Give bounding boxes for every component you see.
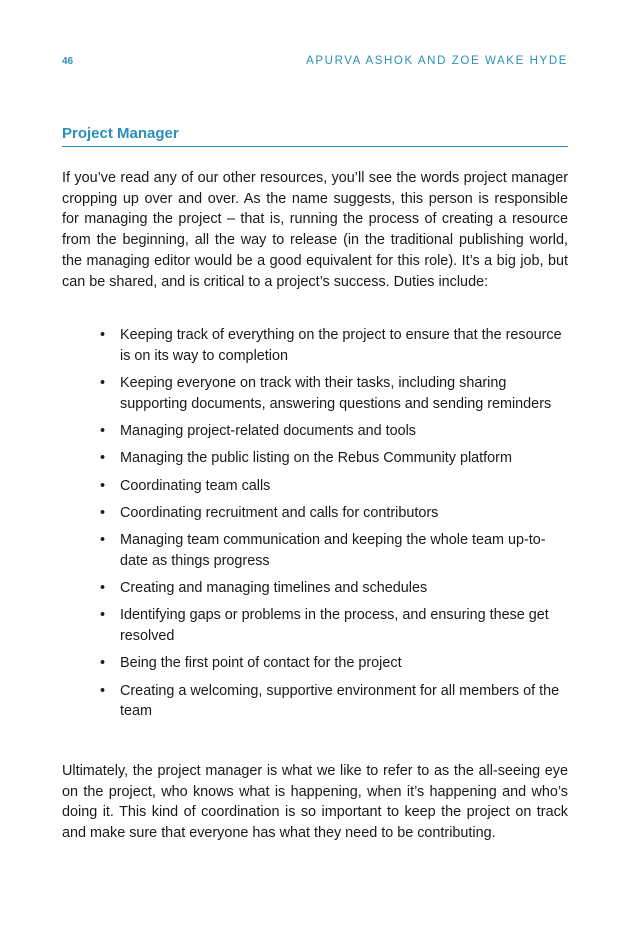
- bullet-icon: •: [100, 477, 106, 494]
- bullet-icon: •: [100, 532, 106, 549]
- running-head: APURVA ASHOK AND ZOE WAKE HYDE: [306, 55, 568, 67]
- duty-text: Managing the public listing on the Rebus Community platform: [120, 450, 512, 467]
- bullet-icon: •: [100, 504, 106, 521]
- page-number: 46: [62, 56, 74, 67]
- duty-item: [100, 373, 568, 414]
- duty-item: [100, 653, 568, 674]
- duty-text: Keeping everyone on track with their tasks, including sharing supporting documents, answering questions and sending reminders: [120, 375, 552, 412]
- duty-item: [100, 421, 568, 442]
- duty-item: [100, 325, 568, 366]
- bullet-icon: •: [100, 682, 106, 699]
- intro-paragraph: If you’ve read any of our other resources, you’ll see the words project manager cropping up over and over. As the name suggests, this person is responsible for managing the project – that is, running the process of creating a resource from the beginning, all the way to release (in the traditional publishing world, the managing editor would be a good equivalent for this role). It’s a big job, but can be shared, and is critical to a project’s success. Duties include:: [62, 170, 568, 290]
- section-heading: Project Manager: [62, 125, 568, 147]
- bullet-icon: •: [100, 423, 106, 439]
- duty-text: Managing project-related documents and tools: [120, 423, 416, 439]
- bullet-icon: •: [100, 375, 106, 391]
- duty-text: Managing team communication and keeping the whole team up-to-date as things progress: [120, 532, 546, 569]
- duty-text: Identifying gaps or problems in the process, and ensuring these get resolved: [120, 607, 549, 645]
- duty-item: [100, 578, 568, 599]
- bullet-icon: •: [100, 607, 106, 624]
- closing-paragraph: Ultimately, the project manager is what we like to refer to as the all-seeing eye on the project, who knows what is happening, when it’s happening and who’s doing it. This kind of coordination is so important to keep the project on track and make sure that everyone has what they need to be contributing.: [62, 763, 568, 842]
- duty-item: [100, 448, 568, 469]
- duty-text: Being the first point of contact for the project: [120, 655, 402, 672]
- duty-item: [100, 476, 568, 497]
- duty-text: Keeping track of everything on the project to ensure that the resource is on its way to completion: [120, 327, 562, 364]
- duty-item: [100, 503, 568, 524]
- duties-list: [100, 325, 568, 729]
- bullet-icon: •: [100, 580, 106, 597]
- bullet-icon: •: [100, 655, 106, 672]
- duty-text: Coordinating recruitment and calls for contributors: [120, 504, 439, 521]
- duty-item: [100, 681, 568, 722]
- duty-item: [100, 605, 568, 646]
- duty-item: [100, 530, 568, 571]
- duty-text: Coordinating team calls: [120, 477, 271, 494]
- duty-text: Creating a welcoming, supportive environment for all members of the team: [120, 682, 560, 720]
- duty-text: Creating and managing timelines and schedules: [120, 580, 428, 597]
- bullet-icon: •: [100, 450, 106, 467]
- bullet-icon: •: [100, 327, 106, 343]
